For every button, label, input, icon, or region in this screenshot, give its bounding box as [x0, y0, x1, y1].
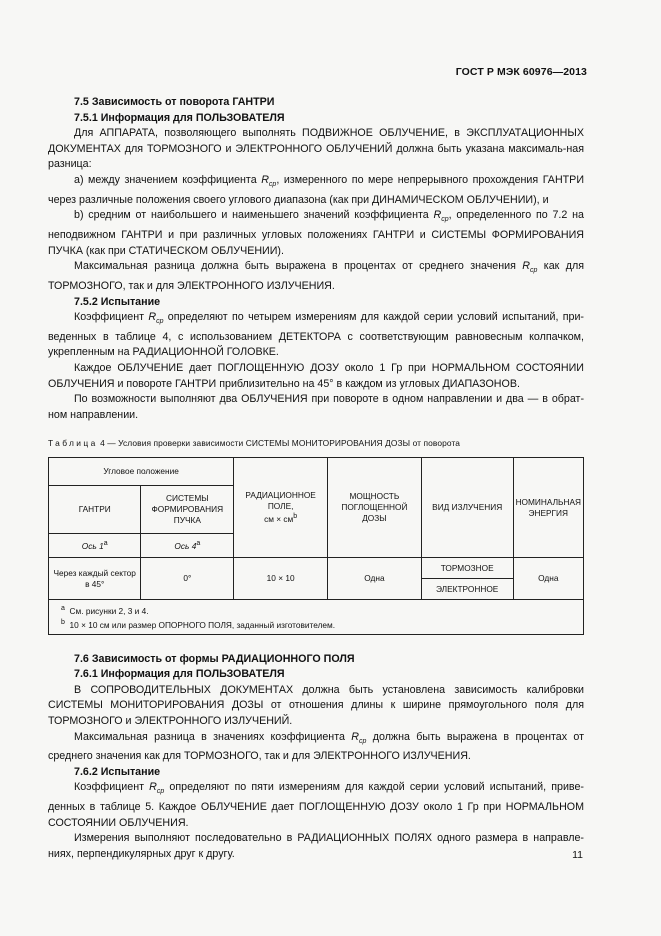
paragraph: Измерения выполняют последовательно в РАДИАЦИОННЫХ ПОЛЯХ одного размера в направле-ниях, перпендикулярных друг к другу.: [48, 832, 584, 860]
table-cell-field: 10 × 10: [234, 558, 328, 600]
table-cell-type-bremsstrahlung: ТОРМОЗНОЕ: [421, 558, 513, 579]
section-7-5-2-title: 7.5.2 Испытание: [74, 295, 161, 308]
table-header-axis-1: Ось 1$^a$: [49, 534, 141, 558]
table-group-header: Угловое положение: [49, 458, 234, 486]
paragraph: Коэффициент $R_{ср}$ определяют по четырем измерениям для каждой серии условий испытаний, при-веденных в таблице 4, с использованием ДЕТЕКТОРА с соответствующим равновесным колпачком, укрепленным на РАДИАЦИОННОЙ ГОЛОВКЕ.: [48, 311, 584, 359]
table-cell-energy: Одна: [513, 558, 583, 600]
section-7-6-1-title: 7.6.1 Информация для ПОЛЬЗОВАТЕЛЯ: [74, 668, 285, 681]
section-7-5-1-title: 7.5.1 Информация для ПОЛЬЗОВАТЕЛЯ: [74, 111, 285, 124]
paragraph: Максимальная разница в значениях коэффициента $R_{ср}$ должна быть выражена в процентах от среднего значения как для ТОРМОЗНОГО, так и для ЭЛЕКТРОННОГО ИЗЛУЧЕНИЯ.: [48, 730, 585, 763]
table-4: [48, 457, 584, 635]
table-caption: Таблица 4 — Условия проверки зависимости СИСТЕМЫ МОНИТОРИРОВАНИЯ ДОЗЫ от поворота: [48, 438, 461, 449]
table-header-axis-4: Ось 4$^a$: [141, 534, 234, 558]
page-number: 11: [572, 849, 583, 861]
table-cell-beam: 0°: [141, 558, 234, 600]
paragraph: Максимальная разница должна быть выражена в процентах от среднего значения $R_{ср}$ как для ТОРМОЗНОГО, так и для ЭЛЕКТРОННОГО ИЗЛУЧЕНИЯ.: [48, 260, 584, 292]
table-footnotes: [49, 600, 584, 635]
table-cell-gantry: Через каждый сектор в 45°: [49, 558, 141, 600]
table-header-radiation-type: ВИД ИЗЛУЧЕНИЯ: [421, 458, 513, 558]
table-cell-dose-rate: Одна: [328, 558, 422, 600]
paragraph: В СОПРОВОДИТЕЛЬНЫХ ДОКУМЕНТАХ должна быть установлена зависимость калибровки СИСТЕМЫ МОНИТОРИРОВАНИЯ ДОЗЫ от отношения длины к ширине прямоугольного поля для ТОРМОЗНОГО и ЭЛЕКТРОННОГО ИЗЛУЧЕНИЙ.: [48, 683, 584, 727]
section-7-6-2-title: 7.6.2 Испытание: [74, 765, 161, 778]
paragraph: Для АППАРАТА, позволяющего выполнять ПОДВИЖНОЕ ОБЛУЧЕНИЕ, в ЭКСПЛУАТАЦИОННЫХ ДОКУМЕНТАХ для ТОРМОЗНОГО и ЭЛЕКТРОННОГО ОБЛУЧЕНИЙ должна быть указана максималь-ная разница:: [48, 127, 584, 171]
section-7-5-title: 7.5 Зависимость от поворота ГАНТРИ: [74, 96, 275, 108]
page-content: [48, 95, 584, 863]
table-header-energy: НОМИНАЛЬНАЯ ЭНЕРГИЯ: [513, 458, 583, 558]
table-cell-type-electron: ЭЛЕКТРОННОЕ: [421, 579, 513, 600]
footnote-b: $^b$ 10 × 10 см или размер ОПОРНОГО ПОЛЯ, заданный изготовителем.: [61, 618, 336, 630]
paragraph-item-b: b) средним от наибольшего и наименьшего значений коэффициента $R_{ср}$, определенного по 7.2 на неподвижном ГАНТРИ и при различных угловых положениях ГАНТРИ и СИСТЕМЫ ФОРМИРОВАНИЯ ПУЧКА (как при СТАТИЧЕСКОМ ОБЛУЧЕНИИ).: [48, 209, 584, 257]
section-7-6-title: 7.6 Зависимость от формы РАДИАЦИОННОГО ПОЛЯ: [74, 652, 355, 665]
paragraph: Коэффициент $R_{ср}$ определяют по пяти измерениям для каждой серии условий испытаний, приве-денных в таблице 5. Каждое ОБЛУЧЕНИЕ дает ПОГЛОЩЕННУЮ ДОЗУ около 1 Гр при НОРМАЛЬНОМ СОСТОЯНИИ ОБЛУЧЕНИЯ.: [48, 781, 584, 829]
table-header-field: РАДИАЦИОННОЕ ПОЛЕ, см × $см^b$: [234, 458, 328, 558]
table-header-dose-rate: МОЩНОСТЬ ПОГЛОЩЕННОЙ ДОЗЫ: [328, 458, 422, 558]
table-header-beam-system: СИСТЕМЫ ФОРМИРОВАНИЯ ПУЧКА: [141, 486, 234, 534]
footnote-a: $^a$ См. рисунки 2, 3 и 4.: [61, 605, 149, 616]
paragraph-item-a: а) между значением коэффициента $R_{ср}$, измеренного по мере непрерывного прохождения ГАНТРИ через различные положения своего углового диапазона (как при ДИНАМИЧЕСКОМ ОБЛУЧЕНИИ), и: [48, 173, 584, 206]
paragraph: Каждое ОБЛУЧЕНИЕ дает ПОГЛОЩЕННУЮ ДОЗУ около 1 Гр при НОРМАЛЬНОМ СОСТОЯНИИ ОБЛУЧЕНИЯ и повороте ГАНТРИ приблизительно на 45° в каждом из угловых ДИАПАЗОНОВ.: [48, 362, 584, 390]
paragraph: По возможности выполняют два ОБЛУЧЕНИЯ при повороте в одном направлении и два — в обрат-ном направлении.: [48, 393, 584, 421]
table-header-gantry: ГАНТРИ: [49, 486, 141, 534]
document-header: ГОСТ Р МЭК 60976—2013: [455, 66, 587, 78]
